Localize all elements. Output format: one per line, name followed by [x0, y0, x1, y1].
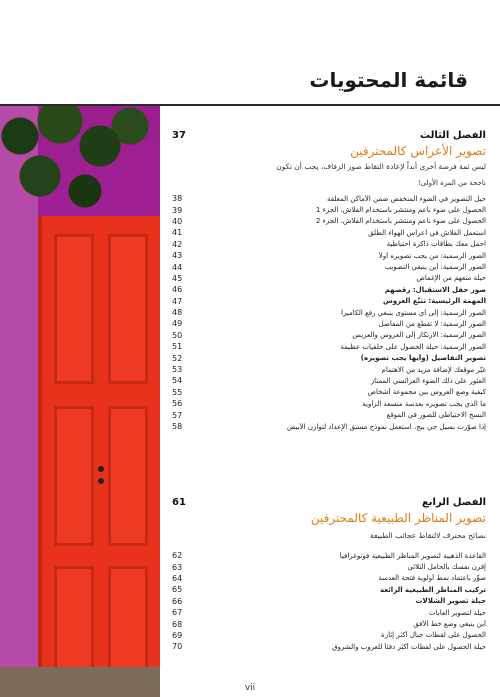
toc-entry-page: 63 [172, 562, 183, 572]
red-door [38, 216, 160, 697]
toc-entry-page: 55 [172, 387, 183, 397]
toc-entry[interactable] [172, 409, 486, 420]
toc-entry-page: 50 [172, 330, 183, 340]
toc-entry-title: أين ينبغي وضع خط الأفق [413, 620, 486, 629]
chapter-3-entries [172, 193, 486, 432]
chapter-3-page: 37 [172, 130, 186, 141]
door-knob [98, 478, 104, 484]
toc-entry[interactable] [172, 193, 486, 204]
toc-entry[interactable] [172, 596, 486, 607]
toc-entry[interactable] [172, 284, 486, 295]
chapter-4-header [172, 497, 486, 508]
door-panel [108, 234, 148, 384]
toc-entry[interactable] [172, 630, 486, 641]
toc-entry[interactable] [172, 641, 486, 652]
toc-entry-page: 56 [172, 399, 183, 409]
toc-entry[interactable] [172, 204, 486, 215]
toc-entry[interactable] [172, 573, 486, 584]
toc-entry-page: 49 [172, 319, 183, 329]
toc-entry[interactable] [172, 341, 486, 352]
toc-entry-title: الصور الرسمية: لا تقطع من المفاصل [378, 319, 486, 328]
toc-entry-title: إذا صوّرت بسيل جي بيج، استعمل نموذج مسبق الإعداد لتوازن الأبيض [287, 422, 486, 431]
toc-entry[interactable] [172, 364, 486, 375]
toc-entry-title: الصور الرسمية: الارتكاز إلى العروس والعريس [352, 331, 486, 340]
toc-entry[interactable] [172, 398, 486, 409]
toc-entry[interactable] [172, 318, 486, 329]
tree-foliage [0, 106, 160, 226]
chapter-4-intro: نصائح محترف لالتقاط عجائب الطبيعة [370, 531, 486, 540]
footer-page-number: vii [244, 683, 256, 693]
toc-entry-title: الصور الرسمية: إلى أي مستوى ينبغي رفع الكاميرا [341, 308, 486, 317]
toc-entry-page: 46 [172, 285, 183, 295]
toc-entry-page: 70 [172, 642, 183, 652]
toc-entry-page: 69 [172, 630, 183, 640]
toc-entry[interactable] [172, 296, 486, 307]
toc-entry-page: 44 [172, 262, 183, 272]
toc-entry[interactable] [172, 387, 486, 398]
chapter-3-title: الفصل الثالث [419, 130, 486, 141]
toc-entry-page: 66 [172, 596, 183, 606]
toc-entry-title: الحصول على ضوء ناعم ومنتشر باستخدام الفلاش، الجزء 2 [315, 217, 486, 226]
toc-entry-title: صور حفل الاستقبال: رقصهم [384, 285, 486, 294]
toc-entry-page: 62 [172, 551, 183, 561]
toc-entry[interactable] [172, 330, 486, 341]
door-panel [108, 406, 148, 546]
toc-entry[interactable] [172, 307, 486, 318]
toc-entry-page: 53 [172, 365, 183, 375]
toc-entry-page: 68 [172, 619, 183, 629]
toc-entry[interactable] [172, 273, 486, 284]
toc-entry[interactable] [172, 239, 486, 250]
chapter-3-intro: ليس ثمة فرصة أخرى أبداً لإعادة التقاط صور الزفاف، يجب أن تكون [276, 162, 486, 171]
toc-entry-title: ما الذي يجب تصويره بعدسة متسعة الزاوية [362, 399, 486, 408]
toc-entry-title: حيلة لتصوير الغابات [429, 608, 486, 617]
toc-entry[interactable] [172, 216, 486, 227]
toc-entry-title: استعمل الفلاش في أعراس الهواء الطلق [368, 228, 486, 237]
toc-entry-title: تصوير التفاصيل (وأيها يجب تصويره) [360, 354, 486, 363]
toc-entry-title: العثور على ذلك الضوء العرائسي الممتاز [370, 376, 486, 385]
toc-entry[interactable] [172, 618, 486, 629]
toc-entry[interactable] [172, 561, 486, 572]
door-panel [54, 566, 94, 676]
toc-entry-title: الصور الرسمية: من يجب تصويره أولاً [378, 251, 486, 260]
door-knob [98, 466, 104, 472]
toc-entry-title: صوِّر باعتماد نمط أولوية فتحة العدسة [378, 574, 486, 583]
door-panel [54, 406, 94, 546]
toc-entry-page: 54 [172, 376, 183, 386]
toc-entry-page: 58 [172, 422, 183, 431]
toc-entry-title: الحصول على لقطات جبال أكثر إثارة [381, 631, 486, 640]
toc-entry[interactable] [172, 584, 486, 595]
chapter-4-entries [172, 550, 486, 653]
door-panel [108, 566, 148, 676]
toc-entry-title: احمل معك بطاقات ذاكرة احتياطية [386, 240, 486, 249]
toc-entry[interactable] [172, 375, 486, 386]
toc-entry-page: 51 [172, 342, 183, 352]
toc-entry-title: غيّر موقعك لإضافة مزيد من الاهتمام [381, 365, 486, 374]
toc-entry-title: النسخ الاحتياطي للصور في الموقع [386, 411, 486, 420]
toc-entry-page: 65 [172, 585, 183, 595]
chapter-3-header [172, 130, 486, 141]
chapter-4-page: 61 [172, 497, 186, 508]
toc-entry-title: القاعدة الذهبية لتصوير المناظر الطبيعية فوتوغرافياً [339, 551, 486, 560]
toc-entry-page: 47 [172, 296, 183, 306]
door-panel [54, 234, 94, 384]
toc-entry[interactable] [172, 550, 486, 561]
chapter-4-section [172, 497, 486, 653]
toc-entry-page: 43 [172, 251, 183, 261]
toc-entry-page: 39 [172, 205, 183, 215]
toc-entry[interactable] [172, 421, 486, 432]
toc-entry-title: تركيب المناظر الطبيعية الرائعة [379, 585, 486, 594]
toc-entry-page: 42 [172, 239, 183, 249]
toc-entry[interactable] [172, 607, 486, 618]
toc-entry-title: حيل التصوير في الضوء المنخفض ضمن الأماكن المغلقة [326, 194, 486, 203]
toc-entry[interactable] [172, 250, 486, 261]
toc-entry-title: حيلة الحصول على لقطات أكثر دفئاً للغروب والشروق [332, 642, 486, 651]
toc-entry-page: 64 [172, 573, 183, 583]
chapter-4-heading: تصوير المناظر الطبيعية كالمحترفين [310, 511, 486, 525]
toc-entry-page: 38 [172, 194, 183, 204]
toc-entry-page: 41 [172, 228, 183, 238]
toc-entry[interactable] [172, 227, 486, 238]
toc-entry[interactable] [172, 352, 486, 363]
toc-entry-page: 52 [172, 353, 183, 363]
toc-entry-title: الصور الرسمية: أين ينبغي التصويب [384, 263, 486, 272]
chapter-3-sub: ناجحة من المرة الأولى! [417, 179, 486, 187]
toc-entry-title: حيلة متعهم من الإغماض [416, 274, 486, 283]
toc-entry[interactable] [172, 261, 486, 272]
page-title: قائمة المحتويات [309, 68, 468, 92]
toc-entry-page: 57 [172, 410, 183, 420]
chapter-3-heading: تصوير الأعراس كالمحترفين [350, 144, 486, 158]
door-photo [0, 106, 160, 697]
toc-entry-page: 45 [172, 273, 183, 283]
chapter-4-title: الفصل الرابع [421, 497, 486, 508]
toc-entry-title: الحصول على ضوء ناعم ومنتشر باستخدام الفلاش، الجزء 1 [315, 206, 486, 215]
toc-entry-title: الصور الرسمية: حيلة الحصول على خلفيات عظيمة [340, 342, 486, 351]
toc-entry-title: المهمة الرئيسية: تتبُّع العروس [383, 297, 486, 306]
toc-entry-title: إقرن نفسك بالحامل الثلاثي [407, 563, 486, 572]
toc-entry-title: حيلة تصوير الشلالات [415, 597, 486, 606]
chapter-3-section [172, 130, 486, 432]
toc-entry-page: 40 [172, 216, 183, 226]
toc-entry-title: كيفية وضع العروس بين مجموعة أشخاص [367, 388, 486, 397]
toc-entry-page: 48 [172, 308, 183, 318]
toc-entry-page: 67 [172, 608, 183, 618]
